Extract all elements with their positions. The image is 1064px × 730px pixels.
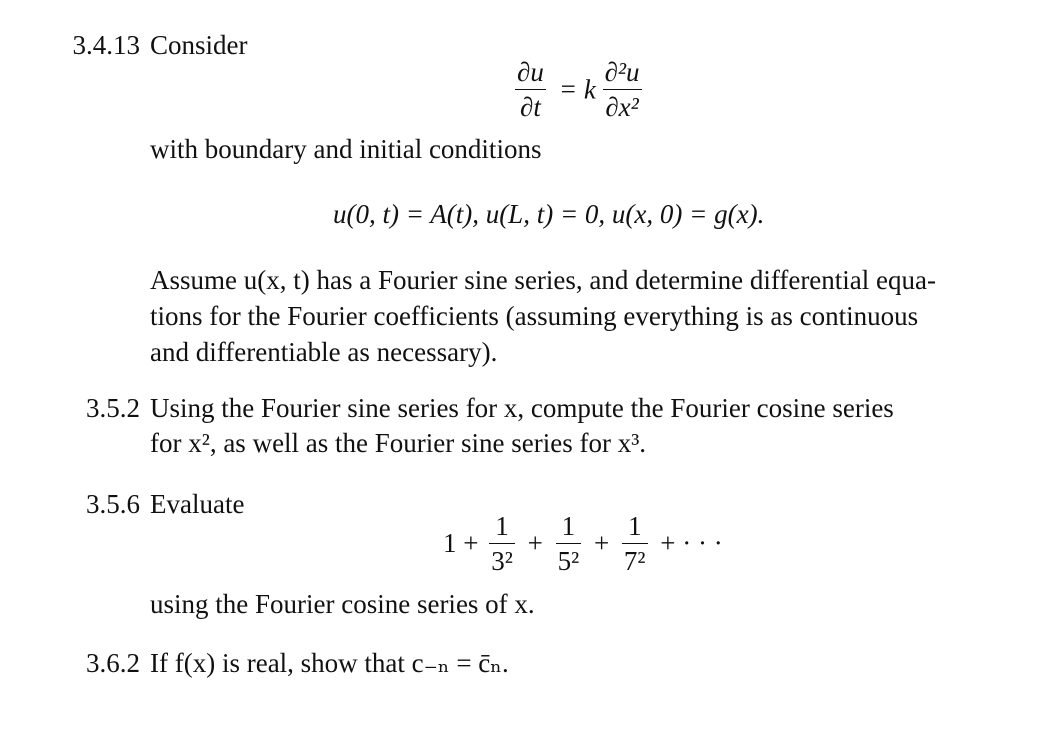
problem-text-line: Using the Fourier sine series for x, compute the Fourier cosine series [150, 393, 894, 423]
term-numerator: 1 [627, 511, 642, 541]
series-term [489, 512, 515, 576]
paragraph-line: Assume u(x, t) has a Fourier sine series, and determine differential equa- [150, 265, 936, 295]
series-lead: 1 + [443, 528, 479, 559]
fraction-bar [489, 543, 515, 544]
series-term [622, 512, 648, 576]
pde-equals: = [560, 74, 576, 105]
series-expression [443, 512, 723, 576]
paragraph-line: and differentiable as necessary). [150, 337, 498, 367]
series-tail: + · · · [660, 528, 723, 559]
pde-rhs-numerator: ∂²u [604, 57, 640, 87]
paragraph-line: tions for the Fourier coefficients (assuming everything is as continuous [150, 301, 919, 331]
term-numerator: 1 [495, 511, 509, 541]
boundary-conditions: u(0, t) = A(t), u(L, t) = 0, u(x, 0) = g(x). [333, 199, 765, 229]
problem-paragraph [150, 262, 936, 370]
problem-number-3-5-2: 3.5.2 [86, 393, 140, 423]
problem-number-3-4-13: 3.4.13 [72, 30, 140, 60]
pde-rhs-fraction [603, 58, 642, 122]
problem-number-3-6-2: 3.6.2 [86, 648, 140, 678]
fraction-bar [515, 89, 546, 90]
series-term [556, 512, 582, 576]
problem-text-line: If f(x) is real, show that c₋ₙ = c̄ₙ. [150, 648, 509, 678]
term-numerator: 1 [561, 511, 576, 541]
plus-sign: + [593, 528, 610, 559]
term-denominator: 3² [491, 546, 513, 577]
fraction-bar [622, 543, 648, 544]
pde-lhs-numerator: ∂u [517, 57, 544, 87]
pde-lhs-denominator: ∂t [520, 92, 541, 123]
fraction-bar [603, 89, 642, 90]
pde-rhs-denominator: ∂x² [605, 92, 639, 123]
term-denominator: 5² [557, 546, 580, 577]
pde-lhs-fraction [515, 58, 546, 122]
pde-coefficient: k [583, 74, 596, 105]
problem-intro-consider: Consider [150, 30, 248, 60]
pde-equation [515, 58, 642, 122]
fraction-bar [556, 543, 582, 544]
plus-sign: + [527, 528, 543, 559]
problem-text-line: for x², as well as the Fourier sine series for x³. [150, 428, 647, 458]
problem-text-line: with boundary and initial conditions [150, 134, 542, 164]
problem-text-line: using the Fourier cosine series of x. [150, 589, 535, 619]
term-denominator: 7² [623, 546, 646, 577]
problem-intro-evaluate: Evaluate [150, 489, 245, 519]
problem-number-3-5-6: 3.5.6 [86, 489, 140, 519]
